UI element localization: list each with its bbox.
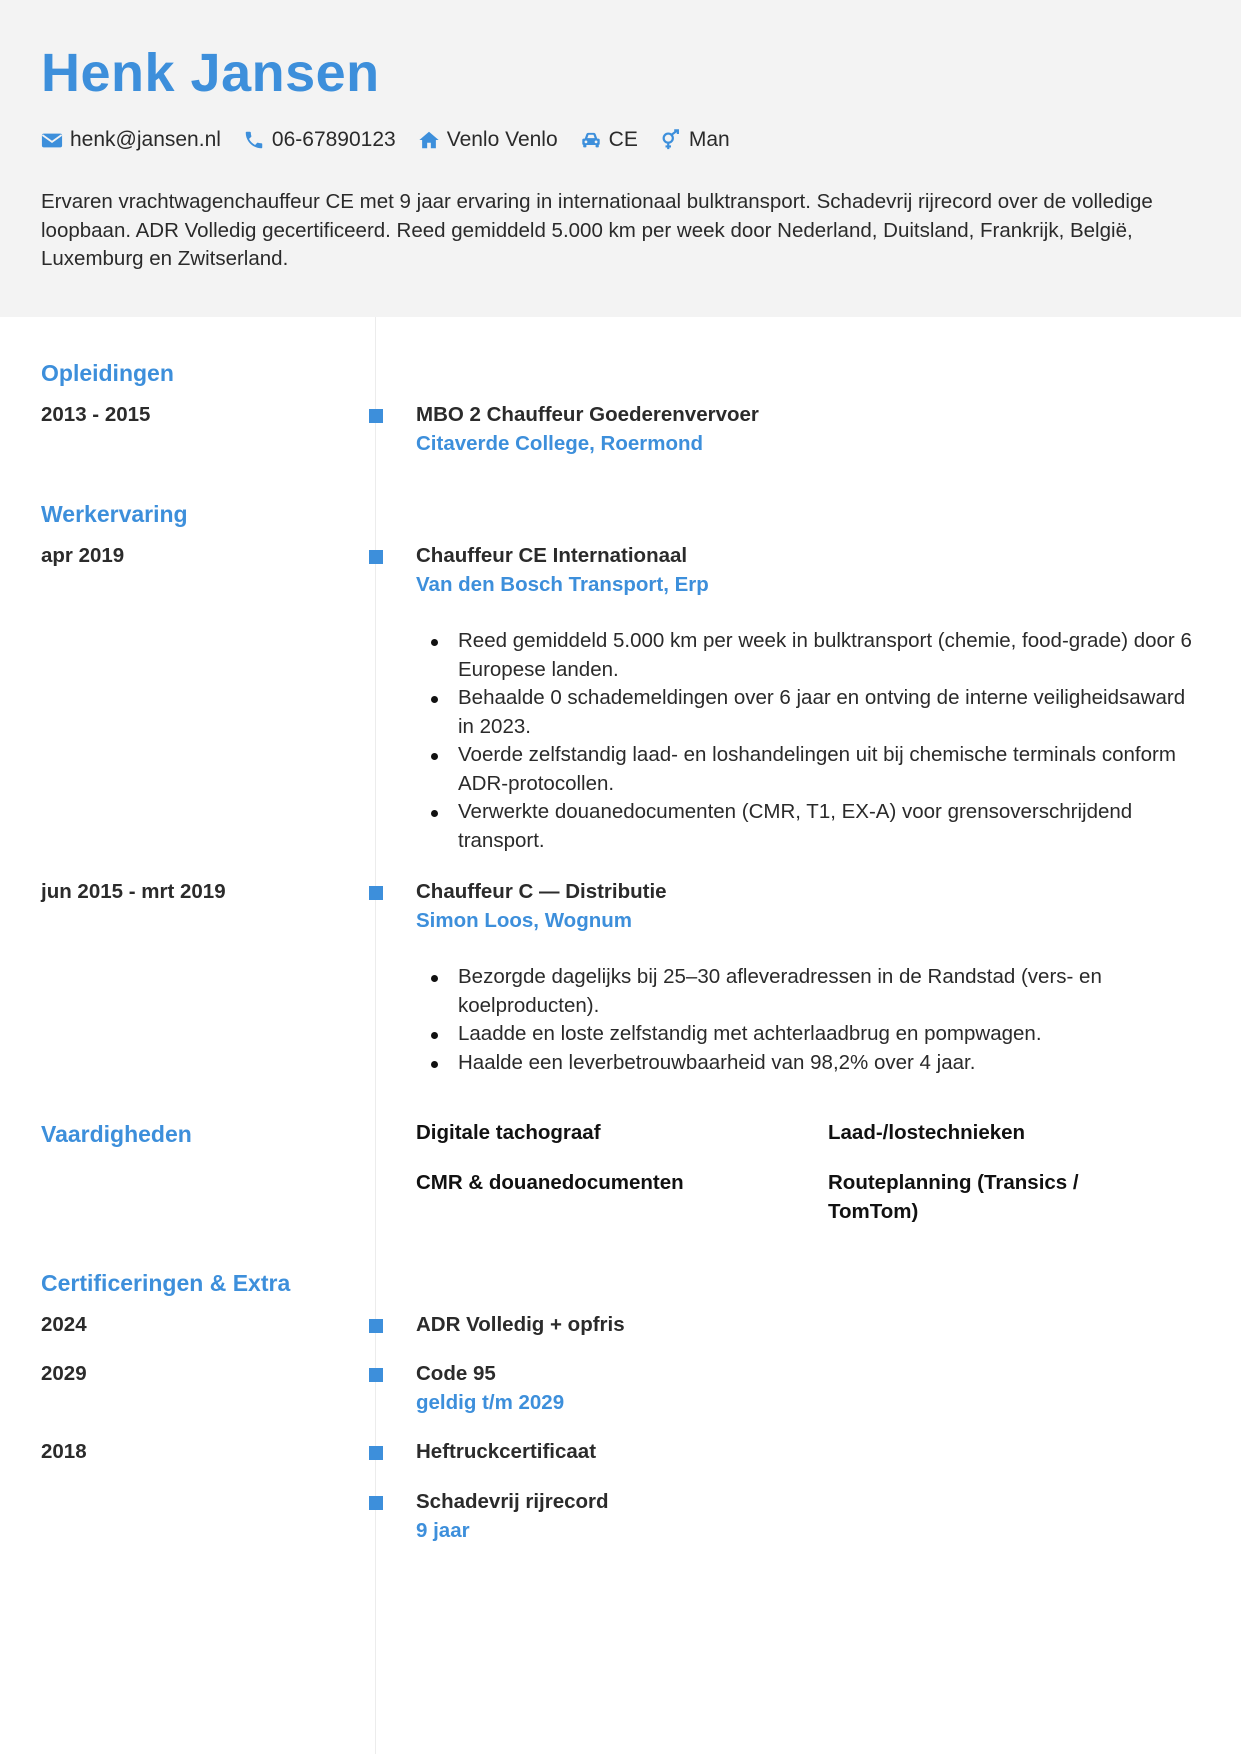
gender-icon [660, 129, 682, 151]
bullet-item: Behaalde 0 schademeldingen over 6 jaar en ontving de interne veiligheidsaward in 2023. [416, 684, 1196, 741]
section-title-certifications: Certificeringen & Extra [41, 1270, 291, 1296]
entry-title: MBO 2 Chauffeur Goederenvervoer [416, 403, 759, 426]
bullet-item: Voerde zelfstandig laad- en loshandelingen uit bij chemische terminals conform ADR-protocollen. [416, 741, 1196, 798]
home-icon [418, 129, 440, 151]
entry-title: Code 95 [416, 1362, 496, 1385]
contact-gender [660, 128, 730, 152]
experience-date: jun 2015 - mrt 2019 [41, 880, 226, 903]
contact-location [418, 128, 558, 152]
entry-title: ADR Volledig + opfris [416, 1313, 625, 1336]
skill-item: CMR & douanedocumenten [416, 1171, 684, 1194]
entry-title: Schadevrij rijrecord [416, 1490, 609, 1513]
timeline-marker [369, 1319, 383, 1333]
certification-date: 2024 [41, 1313, 87, 1336]
contact-email [41, 128, 221, 152]
contact-row [41, 128, 752, 152]
education-entry [416, 400, 1196, 458]
contact-phone [243, 128, 396, 152]
entry-title: Chauffeur CE Internationaal [416, 544, 688, 567]
contact-license [580, 128, 638, 152]
timeline-marker [369, 409, 383, 423]
skill-item: Digitale tachograaf [416, 1121, 601, 1144]
profile-summary: Ervaren vrachtwagenchauffeur CE met 9 jaar ervaring in internationaal bulktransport. Schadevrij rijrecord over de volledige loopbaan. ADR Volledig gecertificeerd. Reed gemiddeld 5.000 km per week door Nederland, Duitsland, Frankrijk, België, Luxemburg en Zwitserland. [41, 190, 1153, 270]
experience-bullets [416, 963, 1196, 1077]
section-title-experience: Werkervaring [41, 501, 188, 527]
experience-date: apr 2019 [41, 544, 125, 567]
certification-date: 2029 [41, 1362, 87, 1385]
certification-entry [416, 1310, 1196, 1339]
timeline-marker [369, 1496, 383, 1510]
skill-item: Routeplanning (Transics / TomTom) [828, 1171, 1079, 1223]
gender-text: Man [688, 128, 730, 151]
certification-entry [416, 1359, 1196, 1417]
entry-title: Chauffeur C — Distributie [416, 880, 667, 903]
section-title-education: Opleidingen [41, 360, 174, 386]
phone-text: 06-67890123 [271, 128, 396, 151]
timeline-marker [369, 886, 383, 900]
education-date: 2013 - 2015 [41, 403, 151, 426]
candidate-name: Henk Jansen [41, 43, 380, 103]
email-text: henk@jansen.nl [70, 128, 221, 151]
entry-title: Heftruckcertificaat [416, 1440, 597, 1463]
experience-bullets [416, 627, 1196, 855]
entry-subtitle: Citaverde College, Roermond [416, 432, 704, 455]
license-text: CE [608, 128, 638, 151]
entry-subtitle: 9 jaar [416, 1519, 470, 1542]
experience-entry [416, 877, 1196, 935]
bullet-item: Reed gemiddeld 5.000 km per week in bulktransport (chemie, food-grade) door 6 Europese landen. [416, 627, 1196, 684]
phone-icon [243, 129, 265, 151]
certification-date: 2018 [41, 1440, 87, 1463]
envelope-icon [41, 129, 63, 151]
timeline-marker [369, 1446, 383, 1460]
certification-entry [416, 1487, 1196, 1545]
timeline-marker [369, 550, 383, 564]
entry-subtitle: Van den Bosch Transport, Erp [416, 573, 709, 596]
car-icon [580, 129, 602, 151]
entry-subtitle: Simon Loos, Wognum [416, 909, 632, 932]
bullet-item: Verwerkte douanedocumenten (CMR, T1, EX-A) voor grensoverschrijdend transport. [416, 798, 1196, 855]
cv-header [0, 0, 1241, 317]
section-title-skills: Vaardigheden [41, 1121, 192, 1147]
certification-entry [416, 1437, 1196, 1466]
timeline-divider [375, 317, 376, 1754]
experience-entry [416, 541, 1196, 599]
bullet-item: Bezorgde dagelijks bij 25–30 afleveradressen in de Randstad (vers- en koelproducten). [416, 963, 1196, 1020]
timeline-marker [369, 1368, 383, 1382]
location-text: Venlo Venlo [446, 128, 558, 151]
bullet-item: Laadde en loste zelfstandig met achterlaadbrug en pompwagen. [416, 1020, 1196, 1049]
bullet-item: Haalde een leverbetrouwbaarheid van 98,2% over 4 jaar. [416, 1049, 1196, 1078]
skill-item: Laad-/lostechnieken [828, 1121, 1026, 1144]
entry-subtitle: geldig t/m 2029 [416, 1391, 565, 1414]
